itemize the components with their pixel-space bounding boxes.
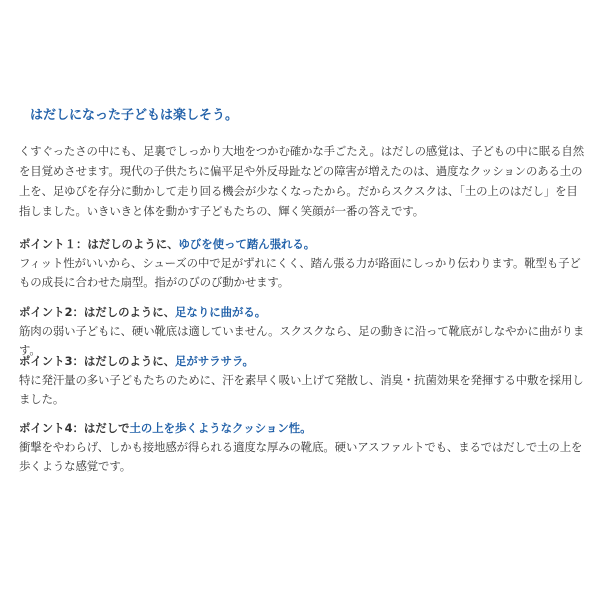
feature-point-4: [19, 419, 585, 476]
intro-paragraph: くすぐったさの中にも、足裏でしっかり大地をつかむ確かな手ごたえ。はだしの感覚は、子どもの中に眠る自然を目覚めさせます。現代の子供たちに偏平足や外反母趾などの障害が増えたのは、過度なクッションのある土の上を、足ゆびを存分に動かして走り回る機会が少なくなったから。だからスクスクは、「土の上のはだし」を目指しました。いきいきと体を動かす子どもたちの、輝く笑顔が一番の答えです。: [19, 144, 584, 218]
feature-point-heading-highlight: 足なりに曲がる。: [175, 305, 267, 319]
feature-point-prefix: ポイント3：: [19, 354, 84, 368]
feature-point-3: [19, 352, 585, 409]
page-title: はだしになった子どもは楽しそう。: [30, 108, 239, 123]
feature-point-body: 衝撃をやわらげ、しかも接地感が得られる適度な厚みの靴底。硬いアスファルトでも、まるではだしで土の上を歩くような感覚です。: [19, 440, 583, 473]
feature-point-heading: [19, 303, 585, 321]
feature-point-body: フィット性がいいから、シューズの中で足がずれにくく、踏ん張る力が路面にしっかり伝わります。靴型も子どもの成長に合わせた扇型。指がのびのび動かせます。: [19, 256, 581, 289]
feature-point-heading-text: はだしのように、: [83, 305, 176, 319]
feature-point-prefix: ポイント2：: [19, 305, 84, 319]
feature-point-heading-text: はだしで: [83, 421, 130, 435]
feature-point-prefix: ポイント１：: [19, 237, 88, 251]
feature-point-heading: [19, 419, 585, 437]
feature-point-1: [19, 235, 585, 292]
feature-point-heading: [19, 235, 585, 253]
feature-point-heading: [19, 352, 585, 370]
feature-point-prefix: ポイント4：: [19, 421, 84, 435]
feature-point-heading-highlight: ゆびを使って踏ん張れる。: [178, 237, 316, 251]
feature-point-body: 筋肉の弱い子どもに、硬い靴底は適していません。スクスクなら、足の動きに沿って靴底がしなやかに曲がります。: [19, 324, 585, 357]
feature-point-heading-text: はだしのように、: [87, 237, 179, 251]
feature-point-heading-text: はだしのように、: [83, 354, 176, 368]
feature-point-heading-highlight: 土の上を歩くようなクッション性。: [129, 421, 312, 435]
feature-point-body: 特に発汗量の多い子どもたちのために、汗を素早く吸い上げて発散し、消臭・抗菌効果を発揮する中敷を採用しました。: [19, 373, 584, 406]
feature-point-heading-highlight: 足がサラサラ。: [175, 354, 254, 368]
